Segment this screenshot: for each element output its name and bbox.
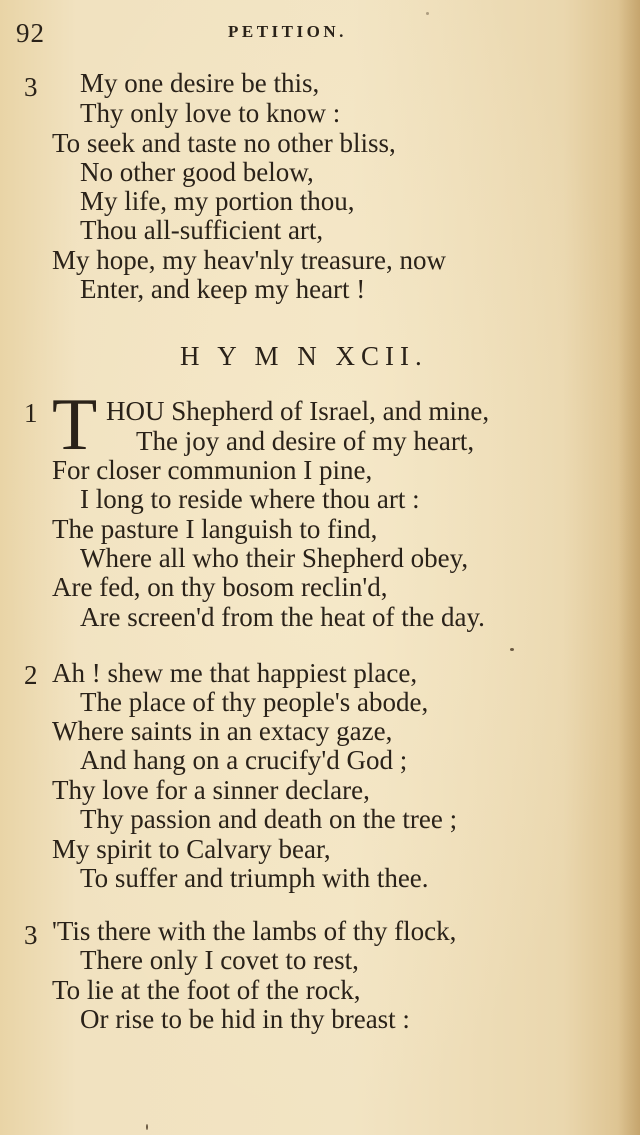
verse-line: I long to reside where thou art : [80, 484, 420, 514]
verse-line: Where all who their Shepherd obey, [80, 543, 469, 573]
ink-speck [146, 1124, 148, 1130]
verse-line: To seek and taste no other bliss, [52, 128, 396, 158]
ink-speck [510, 648, 514, 651]
verse-line: Thy passion and death on the tree ; [80, 804, 458, 834]
verse-line: My one desire be this, [80, 68, 320, 98]
verse-line: Enter, and keep my heart ! [80, 274, 366, 304]
verse-line: For closer communion I pine, [52, 455, 373, 485]
page-edge-shadow [618, 0, 640, 1135]
verse-line: To suffer and triumph with thee. [80, 863, 429, 893]
verse-line: And hang on a crucify'd God ; [80, 745, 408, 775]
verse-line: Where saints in an extacy gaze, [52, 716, 393, 746]
verse-line: The pasture I languish to find, [52, 514, 378, 544]
ink-speck [426, 12, 429, 15]
verse-line: HOU Shepherd of Israel, and mine, [106, 396, 490, 426]
verse-line: Are fed, on thy bosom reclin'd, [52, 572, 388, 602]
stanza-number: 2 [24, 660, 38, 690]
verse-line: Ah ! shew me that happiest place, [52, 658, 418, 688]
verse-line: The joy and desire of my heart, [136, 426, 475, 456]
verse-line: 'Tis there with the lambs of thy flock, [52, 916, 457, 946]
verse-line: There only I covet to rest, [80, 945, 359, 975]
stanza-number: 3 [24, 920, 38, 950]
verse-line: To lie at the foot of the rock, [52, 975, 361, 1005]
hymn-title: H Y M N XCII. [180, 341, 428, 371]
drop-cap: T [52, 384, 98, 466]
verse-line: Are screen'd from the heat of the day. [80, 602, 485, 632]
running-head: PETITION. [228, 22, 347, 41]
verse-line: Thou all-sufficient art, [80, 215, 324, 245]
verse-line: My life, my portion thou, [80, 186, 355, 216]
verse-line: Thy love for a sinner declare, [52, 775, 370, 805]
verse-line: Thy only love to know : [80, 98, 341, 128]
verse-line: My hope, my heav'nly treasure, now [52, 245, 447, 275]
verse-line: Or rise to be hid in thy breast : [80, 1004, 410, 1034]
verse-line: The place of thy people's abode, [80, 687, 429, 717]
stanza-number: 3 [24, 72, 38, 102]
stanza-number: 1 [24, 398, 38, 428]
page-number: 92 [16, 18, 45, 48]
verse-line: No other good below, [80, 157, 314, 187]
verse-line: My spirit to Calvary bear, [52, 834, 331, 864]
